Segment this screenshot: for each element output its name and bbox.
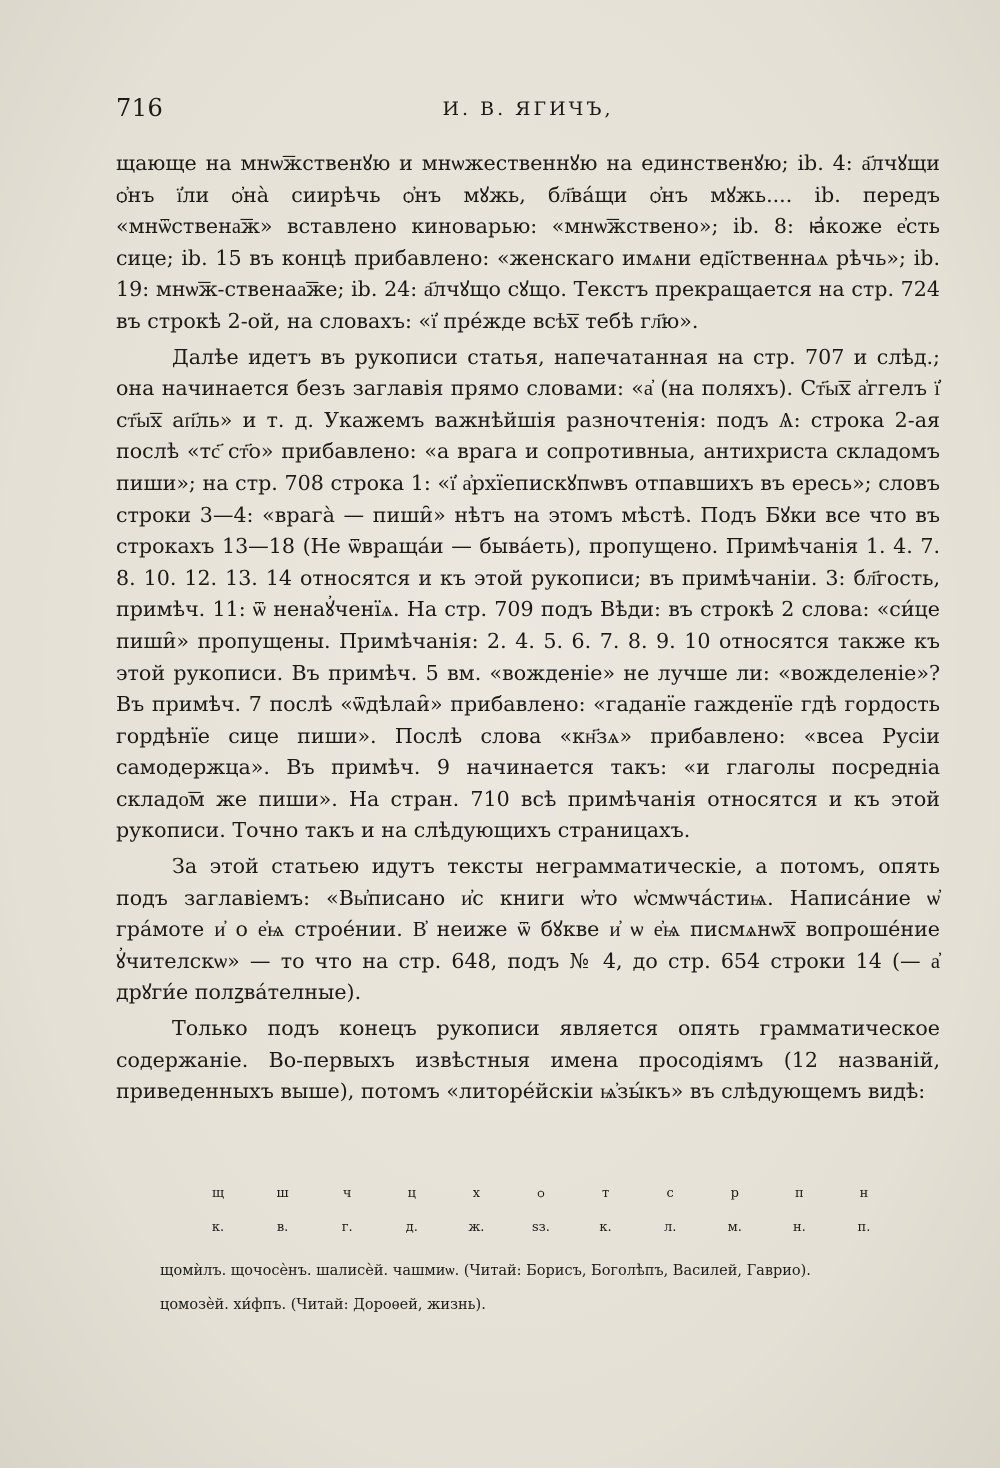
page-number: 716 [116, 94, 164, 122]
cipher-table [116, 1176, 940, 1244]
cipher-letter: ц [407, 1185, 416, 1201]
paragraph-1: щающе на мнѡ͞жственꙋю и мнѡжественнꙋю на единственꙋю; ib. 4: а҃лчꙋщи ѻ҆нъ ї҆ли ѻ҆на̀ сиирѣчь ѻ҆нъ мꙋжь, бл҃ва́щи ѻ҆нъ мꙋжь.... ib. передъ «мнѿствена͞ж» вставлено киноварью: «мнѡ͞жствено»; ib. 8: ꙗ҆коже е҆сть сице; ib. 15 въ концѣ прибавлено: «женскаго имѧни еді҃ственнаѧ рѣчь»; ib. 19: мнѡ͞ж-ственаа͞же; ib. 24: а҃лчꙋщо сꙋщо. Текстъ прекращается на стр. 724 въ строкѣ 2-ой, на словахъ: «ї҆ пре́жде всѣ͞х тебѣ гл҃ю». [116, 151, 940, 333]
cipher-letter: н. [792, 1219, 806, 1235]
cipher-letter: л. [663, 1219, 677, 1235]
cipher-examples [160, 1254, 920, 1322]
cipher-letter: р [730, 1185, 739, 1201]
page-header [116, 88, 940, 132]
cipher-letter: ч [342, 1185, 352, 1201]
cipher-letter: г. [341, 1219, 353, 1235]
cipher-letter: ѻ [537, 1186, 545, 1201]
cipher-letter: м. [727, 1219, 742, 1235]
paragraph-3: За этой статьею идутъ тексты неграмматическіе, а потомъ, опять подъ заглавіемъ: «Вы҆писано и҆с книги ѡ҆то ѡ҆смѡча́стиѩ. Написа́ние ѡ҆ гра́моте и҆ о е҆ѩ строе́нии. В҆ неиже ѿ бꙋкве и҆ ѡ е҆ѩ писмѧнѡ͞х вопроше́ние ꙋ҆чителскѡ» — то что на стр. 648, подъ № 4, до стр. 654 строки 14 (— а҆ дрꙋги́е полꙁва́телные). [116, 854, 940, 1005]
running-head: И. В. ЯГИЧЪ, [442, 98, 614, 120]
cipher-letter: х [472, 1185, 481, 1201]
cipher-letter: к. [211, 1219, 225, 1235]
cipher-letter: ж. [468, 1219, 485, 1235]
cipher-letter: щ [211, 1185, 225, 1201]
cipher-letter: п [795, 1185, 804, 1201]
cipher-letter: д. [405, 1219, 418, 1235]
example-line-2: цомозѐй. хи́фпъ. (Читай: Дороѳей, жизнь). [160, 1297, 486, 1313]
cipher-row-top [116, 1176, 940, 1210]
cipher-letter: к. [599, 1219, 612, 1235]
body-text [116, 148, 940, 1108]
cipher-row-bottom [116, 1210, 940, 1244]
paragraph-2: Далѣе идетъ въ рукописи статья, напечатанная на стр. 707 и слѣд.; она начинается безъ заглавія прямо словами: «а҆ (на поляхъ). Ст҃ы͞х а҆ггелъ ї҆ ст҃ы͞х ап҃ль» и т. д. Укажемъ важнѣйшія разночтенія: подъ Ѧ: строка 2-ая послѣ «тс҃ ст҃о» прибавлено: «а врага и сопротивныа, антихриста складомъ пиши»; на стр. 708 строка 1: «ї҆ а҆рхїепискꙋпѡвъ отпавшихъ въ ересь»; словъ строки 3—4: «врага̀ — пиши̑» нѣтъ на этомъ мѣстѣ. Подъ Бꙋки все что въ строкахъ 13—18 (Не ѿвраща́и — быва́еть), пропущено. Примѣчанія 1. 4. 7. 8. 10. 12. 13. 14 относятся и къ этой рукописи; въ примѣчаніи. 3: бл҃гость, примѣч. 11: ѿ ненаꙋ҆ченїѧ. На стр. 709 подъ Вѣди: въ строкѣ 2 слова: «си́це пиши̑» пропущены. Примѣчанія: 2. 4. 5. 6. 7. 8. 9. 10 относятся также къ этой рукописи. Въ примѣч. 5 вм. «вожденіе» не лучше ли: «вожделеніе»? Въ примѣч. 7 послѣ «ѿдѣлаи̑» прибавлено: «гаданїе гажденїе гдѣ гордость гордѣнїе сице пиши». Послѣ слова «кн҃зѧ» прибавлено: «всеа Русіи самодержца». Въ примѣч. 9 начинается такъ: «и глаголы посредніа складо͞м же пиши». На стран. 710 всѣ примѣчанія относятся и къ этой рукописи. Точно такъ и на слѣдующихъ страницахъ. [116, 344, 940, 843]
cipher-letter: н [859, 1185, 869, 1201]
cipher-letter: ѕз. [532, 1219, 550, 1235]
cipher-letter: ш [276, 1185, 289, 1201]
paragraph-4: Только подъ конецъ рукописи является опять грамматическое содержаніе. Во-первыхъ извѣстныя имена просодіямъ (12 названій, приведенныхъ выше), потомъ «литоре́йскіи ѩ҆зы́къ» въ слѣдующемъ видѣ: [116, 1016, 940, 1104]
cipher-letter: т [601, 1185, 610, 1201]
cipher-letter: п. [857, 1219, 871, 1235]
example-line-1: щомѝлъ. щочосѐнъ. шалисѐй. чашмиѡ. (Читай: Борисъ, Боголѣпъ, Василей, Гаврио). [160, 1263, 811, 1279]
cipher-letter: с [666, 1185, 674, 1201]
cipher-letter: в. [276, 1219, 289, 1235]
